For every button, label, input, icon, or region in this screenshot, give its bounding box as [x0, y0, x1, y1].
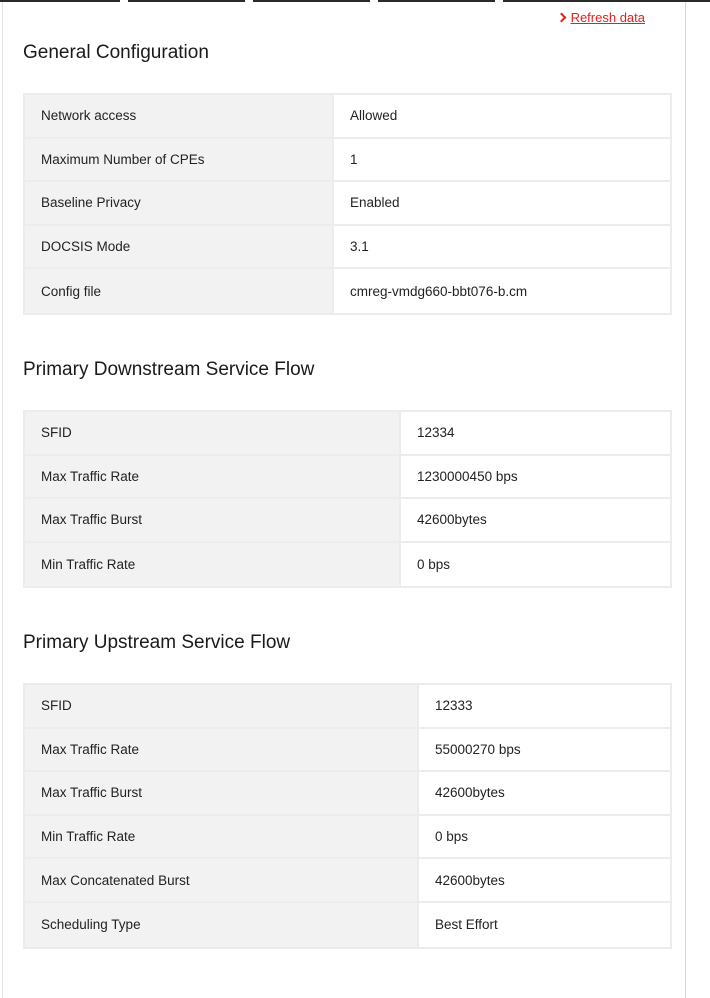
table-row [25, 859, 670, 903]
upstream-flow-table [23, 683, 672, 949]
row-label: Baseline Privacy [25, 182, 332, 224]
table-row [25, 543, 670, 587]
table-row [25, 226, 670, 270]
table-row [25, 456, 670, 500]
general-config-title: General Configuration [23, 42, 209, 63]
row-label: Max Traffic Burst [25, 499, 399, 541]
chevron-right-icon [556, 13, 566, 23]
table-row [25, 412, 670, 456]
row-label: Config file [25, 269, 332, 313]
row-label: Scheduling Type [25, 903, 417, 947]
downstream-flow-table [23, 410, 672, 588]
table-row [25, 269, 670, 313]
row-value: 42600bytes [399, 499, 670, 541]
refresh-data-link[interactable] [558, 10, 645, 25]
row-label: DOCSIS Mode [25, 226, 332, 268]
row-value: Best Effort [417, 903, 670, 947]
content-panel [2, 2, 686, 998]
row-value: 42600bytes [417, 772, 670, 814]
table-row [25, 95, 670, 139]
row-label: Max Traffic Rate [25, 729, 417, 771]
table-row [25, 729, 670, 773]
refresh-data-label: Refresh data [570, 10, 645, 25]
row-label: Max Traffic Burst [25, 772, 417, 814]
row-label: Max Concatenated Burst [25, 859, 417, 901]
row-label: Min Traffic Rate [25, 816, 417, 858]
table-row [25, 772, 670, 816]
row-label: Network access [25, 95, 332, 137]
downstream-flow-title: Primary Downstream Service Flow [23, 359, 315, 380]
table-row [25, 182, 670, 226]
table-row [25, 816, 670, 860]
table-row [25, 903, 670, 947]
row-value: Allowed [332, 95, 670, 137]
table-row [25, 499, 670, 543]
upstream-flow-title: Primary Upstream Service Flow [23, 632, 291, 653]
row-value: 1 [332, 139, 670, 181]
row-label: SFID [25, 412, 399, 454]
row-value: 0 bps [399, 543, 670, 587]
general-config-table [23, 93, 672, 315]
row-value: 3.1 [332, 226, 670, 268]
row-value: 12333 [417, 685, 670, 727]
row-label: Max Traffic Rate [25, 456, 399, 498]
row-label: Maximum Number of CPEs [25, 139, 332, 181]
row-value: 0 bps [417, 816, 670, 858]
row-value: 55000270 bps [417, 729, 670, 771]
row-value: 12334 [399, 412, 670, 454]
row-value: 1230000450 bps [399, 456, 670, 498]
row-value: cmreg-vmdg660-bbt076-b.cm [332, 269, 670, 313]
row-value: 42600bytes [417, 859, 670, 901]
table-row [25, 685, 670, 729]
table-row [25, 139, 670, 183]
row-value: Enabled [332, 182, 670, 224]
row-label: SFID [25, 685, 417, 727]
row-label: Min Traffic Rate [25, 543, 399, 587]
